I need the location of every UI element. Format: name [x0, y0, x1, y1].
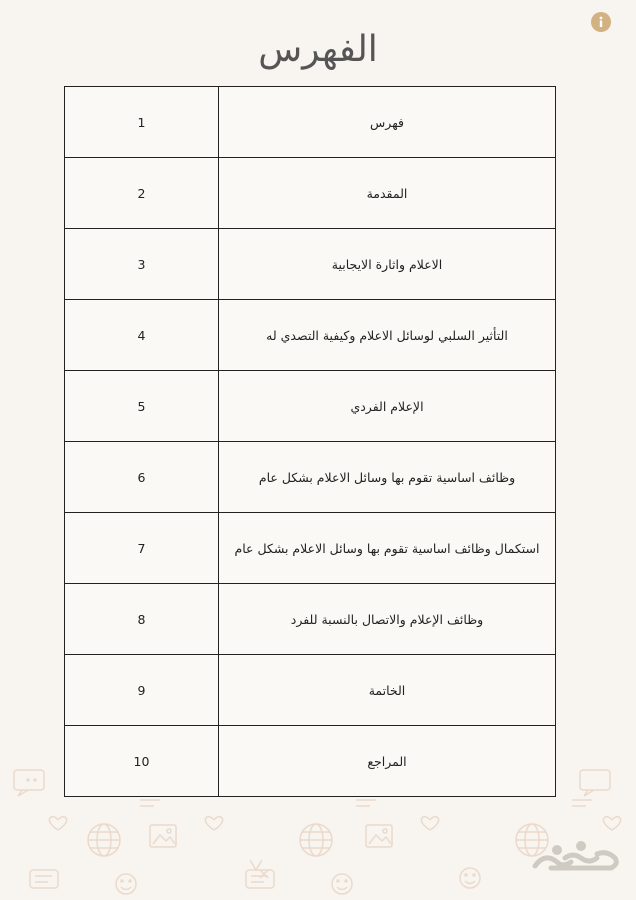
- page-number-cell: 5: [65, 371, 219, 442]
- table-row: [65, 655, 556, 726]
- chapter-title-cell: فهرس: [219, 87, 556, 158]
- table-row: [65, 726, 556, 797]
- page-number-cell: 9: [65, 655, 219, 726]
- page-number-cell: 10: [65, 726, 219, 797]
- chapter-title-cell: الاعلام واثارة الايجابية: [219, 229, 556, 300]
- table-row: [65, 158, 556, 229]
- chapter-title-cell: استكمال وظائف اساسية تقوم بها وسائل الاعلام بشكل عام: [219, 513, 556, 584]
- chapter-title-cell: المقدمة: [219, 158, 556, 229]
- table-row: [65, 513, 556, 584]
- chapter-title-cell: وظائف الإعلام والاتصال بالنسبة للفرد: [219, 584, 556, 655]
- page-number-cell: 8: [65, 584, 219, 655]
- table-row: [65, 300, 556, 371]
- page-number-cell: 1: [65, 87, 219, 158]
- page-number-cell: 3: [65, 229, 219, 300]
- chapter-title-cell: المراجع: [219, 726, 556, 797]
- chapter-title-cell: الإعلام الفردي: [219, 371, 556, 442]
- table-row: [65, 371, 556, 442]
- table-row: [65, 229, 556, 300]
- page-number-cell: 7: [65, 513, 219, 584]
- haraj-logo-icon: [527, 836, 627, 886]
- table-row: [65, 442, 556, 513]
- toc-table: [64, 86, 556, 797]
- chapter-title-cell: الخاتمة: [219, 655, 556, 726]
- chapter-title-cell: وظائف اساسية تقوم بها وسائل الاعلام بشكل عام: [219, 442, 556, 513]
- page-number-cell: 2: [65, 158, 219, 229]
- chapter-title-cell: التأثير السلبي لوسائل الاعلام وكيفية التصدي له: [219, 300, 556, 371]
- page-number-cell: 4: [65, 300, 219, 371]
- table-row: [65, 584, 556, 655]
- page-number-cell: 6: [65, 442, 219, 513]
- page-title: الفهرس: [258, 29, 378, 70]
- table-row: [65, 87, 556, 158]
